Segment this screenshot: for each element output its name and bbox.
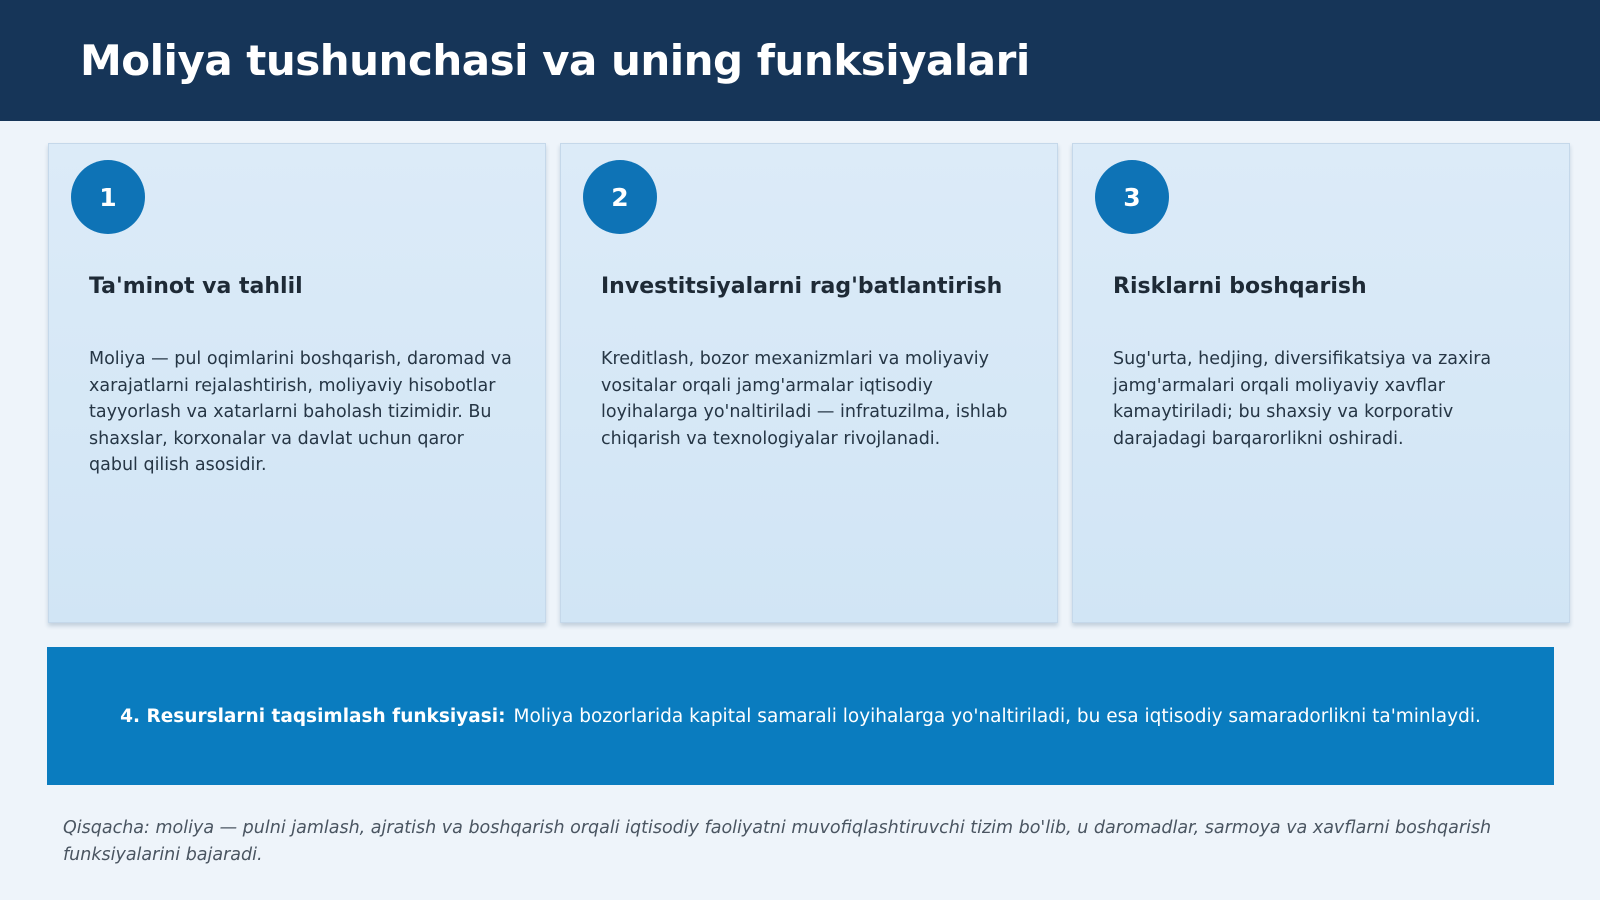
- banner-content: [120, 706, 1481, 727]
- card-heading: Risklarni boshqarish: [1113, 274, 1367, 299]
- step-number-badge: 2: [583, 160, 657, 234]
- banner-text: Moliya bozorlarida kapital samarali loyihalarga yo'naltiriladi, bu esa iqtisodiy samaradorlikni ta'minlaydi.: [513, 705, 1481, 727]
- function-4-banner: [47, 647, 1554, 785]
- card-function-1: [48, 143, 546, 623]
- card-text: Sug'urta, hedjing, diversifikatsiya va zaxira jamg'armalari orqali moliyaviy xavflar kamaytiriladi; bu shaxsiy va korporativ darajadagi barqarorlikni oshiradi.: [1113, 349, 1492, 449]
- page-title: Moliya tushunchasi va uning funksiyalari: [80, 36, 1030, 85]
- card-heading: Investitsiyalarni rag'batlantirish: [601, 274, 1003, 299]
- step-number-badge: 1: [71, 160, 145, 234]
- summary-note: Qisqacha: moliya — pulni jamlash, ajratish va boshqarish orqali iqtisodiy faoliyatni muvofiqlashtiruvchi tizim bo'lib, u daromadlar, sarmoya va xavflarni boshqarish funksiyalarini bajaradi.: [63, 818, 1492, 865]
- card-text: Kreditlash, bozor mexanizmlari va moliyaviy vositalar orqali jamg'armalar iqtisodiy loyihalarga yo'naltiriladi — infratuzilma, ishlab chiqarish va texnologiyalar rivojlanadi.: [601, 349, 1008, 449]
- card-function-2: [560, 143, 1058, 623]
- card-function-3: [1072, 143, 1570, 623]
- card-text: Moliya — pul oqimlarini boshqarish, daromad va xarajatlarni rejalashtirish, moliyaviy hisobotlar tayyorlash va xatarlarni baholash tizimidir. Bu shaxslar, korxonalar va davlat uchun qaror qabul qilish asosidir.: [89, 349, 512, 475]
- card-heading: Ta'minot va tahlil: [89, 274, 303, 299]
- title-bar: [0, 0, 1600, 121]
- step-number-badge: 3: [1095, 160, 1169, 234]
- banner-label: 4. Resurslarni taqsimlash funksiyasi:: [120, 705, 506, 727]
